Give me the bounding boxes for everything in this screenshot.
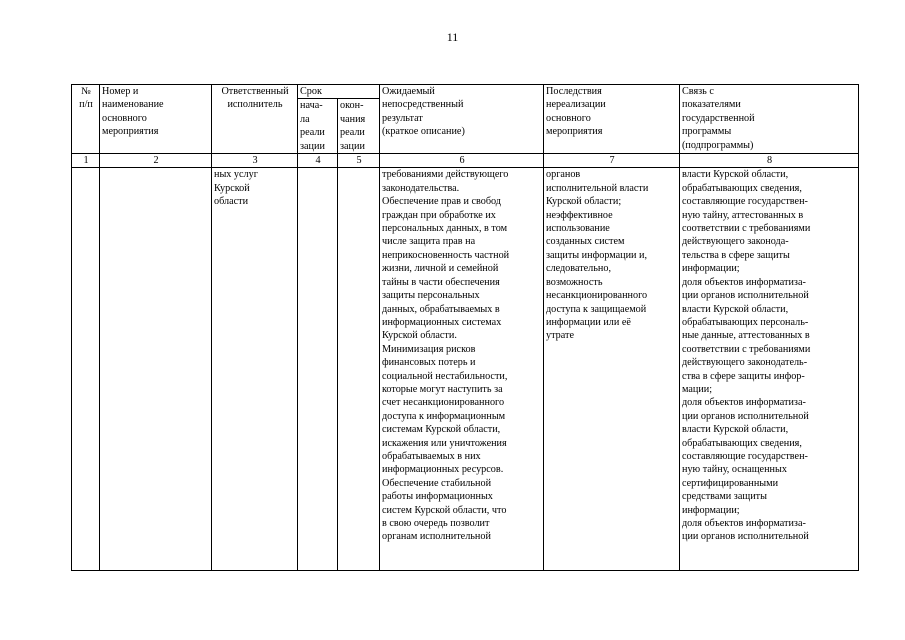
text-line: Обеспечение прав и свобод (382, 196, 501, 208)
text-line: утрате (546, 330, 574, 342)
header-line: чания (340, 113, 366, 125)
text-line: Курской области. (382, 330, 457, 342)
header-name (100, 85, 212, 154)
header-line: (подпрограммы) (682, 139, 754, 151)
cell-name (100, 168, 212, 571)
cell-consequences (544, 168, 680, 571)
text-line: неэффективное (546, 209, 613, 221)
header-line: Ответственный (221, 86, 289, 97)
header-line: нереализации (546, 99, 606, 111)
text-line: социальной нестабильности, (382, 370, 508, 382)
header-line: исполнитель (227, 99, 283, 111)
text-line: ции органов исполнительной (682, 531, 809, 543)
text-line: возможность (546, 276, 603, 288)
text-line: использование (546, 223, 610, 235)
text-line: неприкосновенность частной (382, 249, 510, 261)
header-line: программы (682, 126, 732, 138)
text-line: власти Курской области, (682, 169, 789, 181)
text-line: обрабатывающих персональ- (682, 316, 809, 328)
text-line: органов (546, 169, 581, 181)
column-number: 3 (212, 154, 298, 168)
program-activities-table (71, 84, 859, 571)
header-line: № (81, 86, 91, 97)
text-line: доля объектов информатиза- (682, 276, 806, 288)
header-line: зации (300, 140, 325, 152)
text-line: обрабатывающих сведения, (682, 182, 802, 194)
text-line: обрабатывающих сведения, (682, 437, 802, 449)
header-line: результат (382, 112, 423, 124)
text-line: информации; (682, 263, 740, 275)
text-line: Курской области; (546, 196, 622, 208)
text-line: информации или её (546, 316, 631, 328)
text-line: ных услуг (214, 169, 258, 181)
text-line: Курской (214, 182, 250, 194)
text-line: счет несанкционированного (382, 397, 505, 409)
column-number: 6 (380, 154, 544, 168)
column-number: 7 (544, 154, 680, 168)
text-line: финансовых потерь и (382, 357, 476, 369)
header-line: государственной (682, 112, 755, 124)
cell-link-indicators (680, 168, 859, 571)
header-line: Номер и (102, 86, 139, 97)
header-line: Последствия (546, 86, 602, 97)
text-line: ные данные, аттестованных в (682, 330, 810, 342)
text-line: защиты информации и, (546, 249, 648, 261)
text-line: доступа к информационным (382, 410, 506, 422)
column-number: 2 (100, 154, 212, 168)
text-line: созданных систем (546, 236, 625, 248)
header-line: ла (300, 113, 310, 125)
text-line: граждан при обработке их (382, 209, 496, 221)
text-line: мации; (682, 383, 713, 395)
text-line: искажения или уничтожения (382, 437, 507, 449)
header-line: непосредственный (382, 99, 464, 111)
column-number: 8 (680, 154, 859, 168)
header-term: Срок (298, 85, 380, 99)
header-term-start (298, 99, 338, 154)
header-expected-result (380, 85, 544, 154)
header-line: нача- (300, 100, 323, 112)
text-line: ции органов исполнительной (682, 290, 809, 302)
text-line: доля объектов информатиза- (682, 518, 806, 529)
text-line: следовательно, (546, 263, 611, 275)
header-link-indicators (680, 85, 859, 154)
text-line: ную тайну, оснащенных (682, 464, 787, 476)
header-line: реали (340, 127, 365, 139)
header-line: реали (300, 127, 325, 139)
text-line: средствами защиты (682, 491, 767, 503)
header-line: Ожидаемый (382, 86, 435, 97)
column-number: 5 (338, 154, 380, 168)
header-line: зации (340, 140, 365, 152)
header-line: наименование (102, 99, 164, 111)
header-line: Связь с (682, 86, 714, 97)
text-line: обрабатываемых в них (382, 450, 481, 462)
text-line: ную тайну, аттестованных в (682, 209, 804, 221)
text-line: данных, обрабатываемых в (382, 303, 500, 315)
cell-term-start (298, 168, 338, 571)
header-no (72, 85, 100, 154)
page-number: 11 (446, 30, 459, 44)
text-line: информационных ресурсов. (382, 464, 504, 476)
text-line: законодательства. (382, 182, 460, 194)
header-line: (краткое описание) (382, 126, 465, 138)
text-line: действующего законода- (682, 236, 789, 248)
text-line: власти Курской области, (682, 303, 789, 315)
text-line: жизни, личной и семейной (382, 263, 499, 275)
header-line: мероприятия (546, 126, 603, 138)
text-line: соответствии с требованиями (682, 343, 811, 355)
header-consequences (544, 85, 680, 154)
text-line: соответствии с требованиями (682, 223, 811, 235)
cell-expected-result (380, 168, 544, 571)
column-number: 1 (72, 154, 100, 168)
header-line: основного (102, 112, 147, 124)
text-line: области (214, 196, 249, 208)
column-number: 4 (298, 154, 338, 168)
header-line: основного (546, 112, 591, 124)
text-line: несанкционированного (546, 290, 648, 302)
text-line: сертифицированными (682, 477, 779, 489)
text-line: ции органов исполнительной (682, 410, 809, 422)
text-line: органам исполнительной (382, 531, 491, 543)
text-line: персональных данных, в том (382, 223, 508, 235)
header-line: показателями (682, 99, 741, 111)
cell-term-end (338, 168, 380, 571)
header-line: мероприятия (102, 126, 159, 138)
text-line: действующего законодатель- (682, 357, 808, 369)
text-line: Обеспечение стабильной (382, 477, 492, 489)
header-line: п/п (79, 99, 93, 111)
text-line: доля объектов информатиза- (682, 397, 806, 409)
text-line: систем Курской области, что (382, 504, 507, 516)
text-line: доступа к защищаемой (546, 303, 647, 315)
header-responsible (212, 85, 298, 154)
text-line: информационных системах (382, 316, 502, 328)
text-line: составляющие государствен- (682, 450, 808, 462)
cell-responsible (212, 168, 298, 571)
text-line: тайны в части обеспечения (382, 276, 500, 288)
text-line: в свою очередь позволит (382, 518, 490, 529)
text-line: системам Курской области, (382, 424, 501, 436)
header-line: окон- (340, 100, 364, 112)
text-line: тельства в сфере защиты (682, 249, 790, 261)
text-line: работы информационных (382, 491, 493, 503)
header-term-end (338, 99, 380, 154)
text-line: Минимизация рисков (382, 343, 476, 355)
text-line: составляющие государствен- (682, 196, 808, 208)
text-line: ства в сфере защиты инфор- (682, 370, 805, 382)
text-line: требованиями действующего (382, 169, 509, 181)
text-line: исполнительной власти (546, 182, 649, 194)
text-line: информации; (682, 504, 740, 516)
cell-no (72, 168, 100, 571)
text-line: числе защита прав на (382, 236, 476, 248)
text-line: защиты персональных (382, 290, 480, 302)
text-line: власти Курской области, (682, 424, 789, 436)
text-line: которые могут наступить за (382, 383, 503, 395)
